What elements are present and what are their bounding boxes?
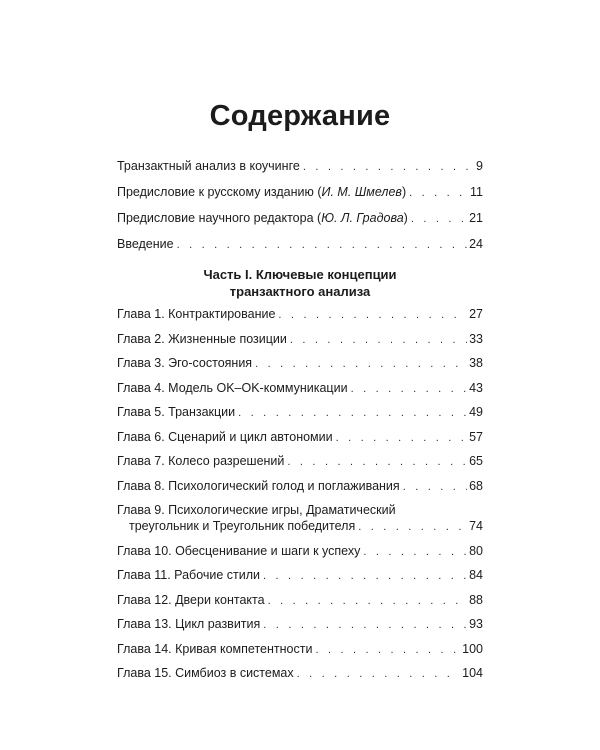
chapter-entry[interactable] — [117, 478, 483, 495]
chapter-label: Глава 3. Эго-состояния — [117, 356, 253, 370]
toc-entry-title: Предисловие научного редактора — [117, 211, 314, 225]
toc-page-number: 9 — [476, 159, 483, 173]
chapter-page-number: 65 — [469, 454, 483, 468]
leader-dots — [238, 405, 467, 421]
page-title: Содержание — [209, 100, 391, 132]
toc-entry-title: Предисловие к русскому изданию — [117, 185, 314, 199]
chapter-label: Глава 6. Сценарий и цикл автономии — [117, 429, 333, 444]
chapter-label-continuation: треугольник и Треугольник победителя — [129, 519, 356, 533]
chapter-page-number: 33 — [469, 331, 483, 346]
leader-dots — [290, 332, 467, 348]
chapter-page-number: 43 — [469, 380, 483, 395]
leader-dots — [358, 519, 467, 535]
toc-entry-label: Предисловие научного редактора (Ю. Л. Градова) — [117, 211, 408, 225]
chapter-label: Глава 8. Психологический голод и поглаживания — [117, 478, 400, 493]
leader-dots — [411, 211, 467, 227]
leader-dots — [409, 185, 468, 201]
chapter-entry[interactable] — [117, 567, 483, 584]
chapter-entry[interactable] — [117, 592, 483, 609]
toc-page-number: 11 — [470, 185, 483, 199]
leader-dots — [363, 544, 467, 560]
chapter-label: Глава 11. Рабочие стили — [117, 568, 261, 582]
toc-entry[interactable] — [117, 184, 483, 201]
chapter-label: Глава 1. Контрактирование — [117, 307, 276, 321]
chapter-entry[interactable] — [117, 404, 483, 421]
chapter-entry[interactable] — [117, 429, 483, 446]
toc-entry-label: Введение — [117, 237, 174, 251]
toc-entry-label: Предисловие к русскому изданию (И. М. Шмелев) — [117, 185, 407, 199]
chapter-page-number: 88 — [469, 592, 483, 607]
leader-dots — [315, 642, 460, 658]
chapter-page-number: 27 — [469, 307, 483, 321]
chapter-entry[interactable] — [117, 502, 483, 535]
toc-entry-author: Ю. Л. Градова — [321, 211, 404, 225]
leader-dots — [351, 381, 468, 397]
chapter-page-number: 49 — [469, 405, 483, 419]
chapter-page-number: 74 — [469, 519, 483, 533]
chapter-entry[interactable] — [117, 641, 483, 658]
toc-page-number: 21 — [469, 211, 483, 225]
chapter-label: Глава 7. Колесо разрешений — [117, 454, 285, 468]
chapter-entry[interactable] — [117, 380, 483, 397]
chapter-page-number: 80 — [469, 543, 483, 558]
toc-entry[interactable] — [117, 158, 483, 175]
leader-dots — [268, 593, 468, 609]
toc-page-number: 24 — [469, 237, 483, 251]
chapter-label: Глава 14. Кривая компетентности — [117, 641, 313, 656]
leader-dots — [303, 159, 474, 175]
chapter-label: Глава 4. Модель OK–OK-коммуникации — [117, 380, 348, 395]
toc-entry[interactable] — [117, 236, 483, 253]
part-heading-line: Часть I. Ключевые концепции — [203, 267, 397, 282]
chapter-entry[interactable] — [117, 453, 483, 470]
leader-dots — [263, 568, 467, 584]
chapter-label: Глава 10. Обесценивание и шаги к успеху — [117, 543, 361, 558]
leader-dots — [263, 617, 467, 633]
chapter-page-number: 57 — [469, 429, 483, 444]
toc-entry-author: И. М. Шмелев — [321, 185, 402, 199]
leader-dots — [336, 430, 467, 446]
chapter-entry[interactable] — [117, 616, 483, 633]
chapter-entry-continuation — [117, 518, 483, 535]
chapter-page-number: 104 — [462, 666, 483, 680]
chapter-label: Глава 2. Жизненные позиции — [117, 331, 287, 346]
chapter-entry[interactable] — [117, 355, 483, 372]
chapter-page-number: 93 — [469, 617, 483, 631]
chapter-entry[interactable] — [117, 665, 483, 682]
chapter-label: Глава 5. Транзакции — [117, 405, 236, 419]
chapter-label: Глава 12. Двери контакта — [117, 592, 265, 607]
chapter-page-number: 38 — [469, 356, 483, 370]
leader-dots — [278, 307, 467, 323]
part-heading-line: транзактного анализа — [229, 284, 371, 299]
chapter-label: Глава 13. Цикл развития — [117, 617, 261, 631]
chapter-page-number: 100 — [462, 641, 483, 656]
chapter-entry[interactable] — [117, 543, 483, 560]
toc-entry-label: Транзактный анализ в коучинге — [117, 159, 300, 173]
chapter-page-number: 84 — [469, 568, 483, 582]
chapter-page-number: 68 — [469, 478, 483, 493]
front-matter-list — [117, 158, 483, 253]
toc-entry[interactable] — [117, 210, 483, 227]
chapter-list — [117, 306, 483, 682]
leader-dots — [403, 479, 467, 495]
chapter-entry[interactable] — [117, 331, 483, 348]
leader-dots — [297, 666, 461, 682]
leader-dots — [255, 356, 467, 372]
leader-dots — [177, 237, 467, 253]
chapter-label: Глава 9. Психологические игры, Драматический — [117, 503, 396, 517]
leader-dots — [287, 454, 467, 470]
chapter-entry[interactable] — [117, 306, 483, 323]
part-heading — [117, 266, 483, 300]
chapter-label: Глава 15. Симбиоз в системах — [117, 666, 294, 680]
